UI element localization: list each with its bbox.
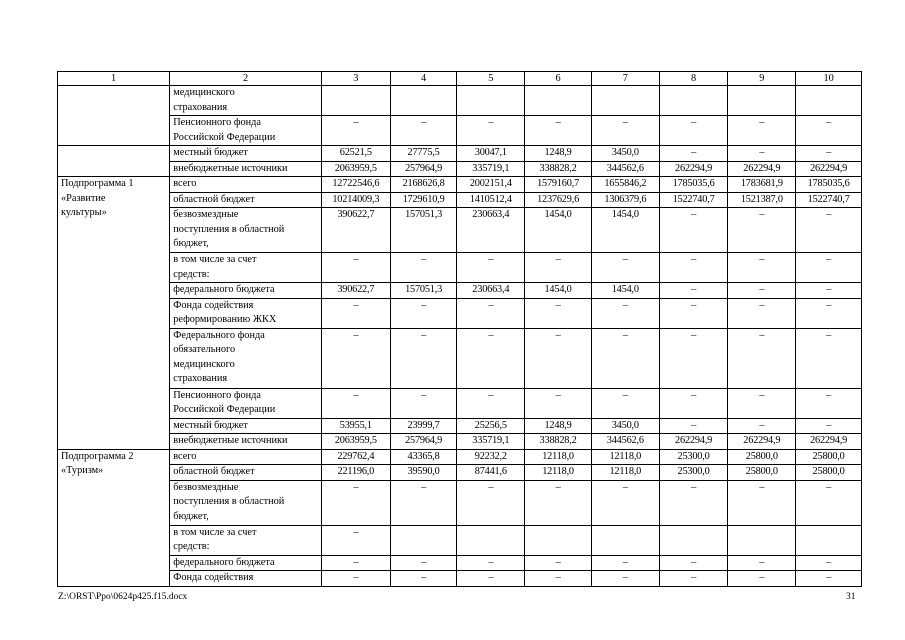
funding-source-label: всего xyxy=(170,177,322,193)
amount-cell: 257964,9 xyxy=(390,161,457,177)
amount-cell: – xyxy=(390,253,457,283)
amount-cell: 1237629,6 xyxy=(525,192,592,208)
amount-cell: 43365,8 xyxy=(390,449,457,465)
amount-cell: – xyxy=(659,418,728,434)
funding-source-label: Пенсионного фонда Российской Федерации xyxy=(170,116,322,146)
amount-cell xyxy=(390,86,457,116)
table-row xyxy=(58,283,862,299)
amount-cell: 1454,0 xyxy=(591,208,659,253)
column-number-3: 3 xyxy=(321,72,390,86)
amount-cell: 1579160,7 xyxy=(525,177,592,193)
amount-cell: 1521387,0 xyxy=(728,192,796,208)
amount-cell: 229762,4 xyxy=(321,449,390,465)
subprogram-name-cell xyxy=(58,86,170,146)
amount-cell: – xyxy=(390,571,457,587)
amount-cell: 221196,0 xyxy=(321,465,390,481)
table-row xyxy=(58,449,862,465)
amount-cell: – xyxy=(659,480,728,525)
amount-cell xyxy=(728,86,796,116)
amount-cell: 39590,0 xyxy=(390,465,457,481)
table-row xyxy=(58,465,862,481)
amount-cell: 2063959,5 xyxy=(321,434,390,450)
table-row xyxy=(58,192,862,208)
amount-cell: – xyxy=(525,555,592,571)
amount-cell: – xyxy=(728,116,796,146)
amount-cell: 335719,1 xyxy=(457,434,525,450)
table-row xyxy=(58,480,862,525)
funding-source-label: областной бюджет xyxy=(170,465,322,481)
amount-cell: – xyxy=(728,418,796,434)
subprogram-name-cell: Подпрограмма 2 «Туризм» xyxy=(58,449,170,586)
amount-cell: – xyxy=(525,388,592,418)
amount-cell: – xyxy=(659,116,728,146)
amount-cell: 10214009,3 xyxy=(321,192,390,208)
table-row xyxy=(58,86,862,116)
amount-cell: 12118,0 xyxy=(525,449,592,465)
amount-cell: 390622,7 xyxy=(321,208,390,253)
amount-cell: 335719,1 xyxy=(457,161,525,177)
amount-cell: 262294,9 xyxy=(728,161,796,177)
amount-cell: 27775,5 xyxy=(390,146,457,162)
amount-cell: 25300,0 xyxy=(659,449,728,465)
amount-cell: 92232,2 xyxy=(457,449,525,465)
amount-cell: – xyxy=(728,571,796,587)
table-row xyxy=(58,571,862,587)
amount-cell xyxy=(591,525,659,555)
amount-cell: – xyxy=(659,298,728,328)
funding-source-label: федерального бюджета xyxy=(170,283,322,299)
amount-cell: – xyxy=(728,388,796,418)
amount-cell: – xyxy=(591,555,659,571)
amount-cell: – xyxy=(796,208,862,253)
amount-cell xyxy=(591,86,659,116)
funding-source-label: федерального бюджета xyxy=(170,555,322,571)
amount-cell: 12722546,6 xyxy=(321,177,390,193)
amount-cell xyxy=(659,86,728,116)
amount-cell: – xyxy=(525,253,592,283)
column-number-4: 4 xyxy=(390,72,457,86)
amount-cell xyxy=(525,86,592,116)
amount-cell: 230663,4 xyxy=(457,208,525,253)
amount-cell: 25300,0 xyxy=(659,465,728,481)
amount-cell: – xyxy=(796,146,862,162)
column-number-9: 9 xyxy=(728,72,796,86)
table-row xyxy=(58,298,862,328)
amount-cell: 25800,0 xyxy=(796,465,862,481)
funding-source-label: Фонда содействия реформированию ЖКХ xyxy=(170,298,322,328)
amount-cell: – xyxy=(796,555,862,571)
amount-cell: – xyxy=(457,253,525,283)
funding-source-label: Пенсионного фонда Российской Федерации xyxy=(170,388,322,418)
amount-cell: 25256,5 xyxy=(457,418,525,434)
funding-source-label: медицинского страхования xyxy=(170,86,322,116)
amount-cell: – xyxy=(390,298,457,328)
amount-cell: – xyxy=(321,480,390,525)
funding-source-label: в том числе за счет средств: xyxy=(170,525,322,555)
amount-cell: 1655846,2 xyxy=(591,177,659,193)
amount-cell: – xyxy=(457,328,525,388)
amount-cell: – xyxy=(796,328,862,388)
funding-source-label: внебюджетные источники xyxy=(170,161,322,177)
amount-cell: 30047,1 xyxy=(457,146,525,162)
amount-cell: – xyxy=(659,283,728,299)
amount-cell: 262294,9 xyxy=(659,434,728,450)
amount-cell: – xyxy=(390,388,457,418)
amount-cell: 53955,1 xyxy=(321,418,390,434)
amount-cell: 2002151,4 xyxy=(457,177,525,193)
amount-cell: – xyxy=(728,208,796,253)
amount-cell: – xyxy=(728,480,796,525)
table-row xyxy=(58,208,862,253)
amount-cell: 1785035,6 xyxy=(796,177,862,193)
amount-cell: 1248,9 xyxy=(525,418,592,434)
funding-source-label: внебюджетные источники xyxy=(170,434,322,450)
table-row xyxy=(58,388,862,418)
amount-cell: 1729610,9 xyxy=(390,192,457,208)
table-row xyxy=(58,555,862,571)
amount-cell: 12118,0 xyxy=(591,449,659,465)
funding-source-label: безвозмездные поступления в областной бюджет, xyxy=(170,480,322,525)
amount-cell: – xyxy=(591,116,659,146)
amount-cell: 338828,2 xyxy=(525,161,592,177)
amount-cell: – xyxy=(525,328,592,388)
amount-cell xyxy=(457,525,525,555)
amount-cell: 344562,6 xyxy=(591,161,659,177)
amount-cell: – xyxy=(390,116,457,146)
amount-cell: 1785035,6 xyxy=(659,177,728,193)
table-row xyxy=(58,161,862,177)
amount-cell: 1248,9 xyxy=(525,146,592,162)
amount-cell: – xyxy=(457,298,525,328)
column-number-5: 5 xyxy=(457,72,525,86)
amount-cell: – xyxy=(796,388,862,418)
subprogram-name-cell xyxy=(58,146,170,177)
amount-cell: – xyxy=(525,571,592,587)
amount-cell: – xyxy=(796,480,862,525)
amount-cell: – xyxy=(457,116,525,146)
amount-cell xyxy=(321,86,390,116)
amount-cell: – xyxy=(796,116,862,146)
amount-cell: 257964,9 xyxy=(390,434,457,450)
amount-cell: 157051,3 xyxy=(390,283,457,299)
amount-cell: 87441,6 xyxy=(457,465,525,481)
amount-cell: – xyxy=(796,283,862,299)
amount-cell: – xyxy=(591,388,659,418)
amount-cell xyxy=(390,525,457,555)
amount-cell: 1454,0 xyxy=(525,283,592,299)
budget-table xyxy=(57,71,862,587)
amount-cell: 1522740,7 xyxy=(796,192,862,208)
funding-source-label: местный бюджет xyxy=(170,146,322,162)
amount-cell: – xyxy=(321,388,390,418)
amount-cell: – xyxy=(321,555,390,571)
amount-cell: 1454,0 xyxy=(591,283,659,299)
amount-cell: 262294,9 xyxy=(796,434,862,450)
amount-cell: – xyxy=(457,388,525,418)
amount-cell: – xyxy=(728,555,796,571)
amount-cell: 23999,7 xyxy=(390,418,457,434)
amount-cell: – xyxy=(591,298,659,328)
amount-cell: – xyxy=(457,480,525,525)
amount-cell: – xyxy=(659,208,728,253)
amount-cell: – xyxy=(321,571,390,587)
table-row xyxy=(58,328,862,388)
table-row xyxy=(58,116,862,146)
amount-cell: 25800,0 xyxy=(728,465,796,481)
amount-cell: – xyxy=(525,480,592,525)
amount-cell: 12118,0 xyxy=(525,465,592,481)
amount-cell: – xyxy=(659,253,728,283)
amount-cell: 344562,6 xyxy=(591,434,659,450)
table-row xyxy=(58,418,862,434)
amount-cell: 262294,9 xyxy=(728,434,796,450)
amount-cell: – xyxy=(659,571,728,587)
funding-source-label: в том числе за счет средств: xyxy=(170,253,322,283)
subprogram-name-cell: Подпрограмма 1 «Развитие культуры» xyxy=(58,177,170,450)
amount-cell: – xyxy=(457,571,525,587)
amount-cell: 3450,0 xyxy=(591,146,659,162)
amount-cell: – xyxy=(659,555,728,571)
amount-cell xyxy=(525,525,592,555)
funding-source-label: Федерального фонда обязательного медицинского страхования xyxy=(170,328,322,388)
amount-cell: 230663,4 xyxy=(457,283,525,299)
amount-cell: – xyxy=(728,328,796,388)
amount-cell: 157051,3 xyxy=(390,208,457,253)
amount-cell: 62521,5 xyxy=(321,146,390,162)
funding-source-label: областной бюджет xyxy=(170,192,322,208)
column-number-10: 10 xyxy=(796,72,862,86)
column-number-1: 1 xyxy=(58,72,170,86)
table-row xyxy=(58,146,862,162)
amount-cell: – xyxy=(321,525,390,555)
amount-cell: 1410512,4 xyxy=(457,192,525,208)
amount-cell: 1454,0 xyxy=(525,208,592,253)
amount-cell: 390622,7 xyxy=(321,283,390,299)
table-row xyxy=(58,177,862,193)
amount-cell: 2063959,5 xyxy=(321,161,390,177)
column-number-7: 7 xyxy=(591,72,659,86)
amount-cell: 3450,0 xyxy=(591,418,659,434)
amount-cell: – xyxy=(728,283,796,299)
funding-source-label: Фонда содействия xyxy=(170,571,322,587)
column-number-6: 6 xyxy=(525,72,592,86)
amount-cell: – xyxy=(728,298,796,328)
amount-cell: – xyxy=(390,328,457,388)
footer-page-number: 31 xyxy=(846,592,856,602)
amount-cell: – xyxy=(591,480,659,525)
amount-cell: – xyxy=(525,298,592,328)
column-number-row xyxy=(58,72,862,86)
amount-cell: – xyxy=(796,418,862,434)
amount-cell: 1522740,7 xyxy=(659,192,728,208)
amount-cell: – xyxy=(390,555,457,571)
amount-cell: – xyxy=(659,328,728,388)
amount-cell: 12118,0 xyxy=(591,465,659,481)
table-row xyxy=(58,434,862,450)
amount-cell xyxy=(659,525,728,555)
amount-cell: – xyxy=(728,253,796,283)
amount-cell: – xyxy=(321,116,390,146)
amount-cell: – xyxy=(525,116,592,146)
funding-source-label: местный бюджет xyxy=(170,418,322,434)
amount-cell: 25800,0 xyxy=(796,449,862,465)
column-number-2: 2 xyxy=(170,72,322,86)
amount-cell: 262294,9 xyxy=(659,161,728,177)
table-row xyxy=(58,525,862,555)
table-row xyxy=(58,253,862,283)
amount-cell: – xyxy=(591,571,659,587)
amount-cell xyxy=(796,86,862,116)
funding-source-label: безвозмездные поступления в областной бюджет, xyxy=(170,208,322,253)
funding-source-label: всего xyxy=(170,449,322,465)
amount-cell xyxy=(728,525,796,555)
amount-cell: – xyxy=(796,571,862,587)
amount-cell: – xyxy=(591,253,659,283)
amount-cell: 338828,2 xyxy=(525,434,592,450)
amount-cell: 25800,0 xyxy=(728,449,796,465)
amount-cell: – xyxy=(728,146,796,162)
column-number-8: 8 xyxy=(659,72,728,86)
amount-cell: – xyxy=(321,253,390,283)
amount-cell xyxy=(457,86,525,116)
amount-cell: – xyxy=(390,480,457,525)
footer-file-path: Z:\ORST\Ppo\0624p425.f15.docx xyxy=(58,592,188,602)
amount-cell xyxy=(796,525,862,555)
amount-cell: – xyxy=(796,253,862,283)
amount-cell: – xyxy=(659,146,728,162)
amount-cell: – xyxy=(321,328,390,388)
amount-cell: 1783681,9 xyxy=(728,177,796,193)
amount-cell: – xyxy=(659,388,728,418)
amount-cell: 262294,9 xyxy=(796,161,862,177)
amount-cell: 2168626,8 xyxy=(390,177,457,193)
amount-cell: – xyxy=(457,555,525,571)
amount-cell: – xyxy=(796,298,862,328)
amount-cell: – xyxy=(321,298,390,328)
amount-cell: – xyxy=(591,328,659,388)
amount-cell: 1306379,6 xyxy=(591,192,659,208)
